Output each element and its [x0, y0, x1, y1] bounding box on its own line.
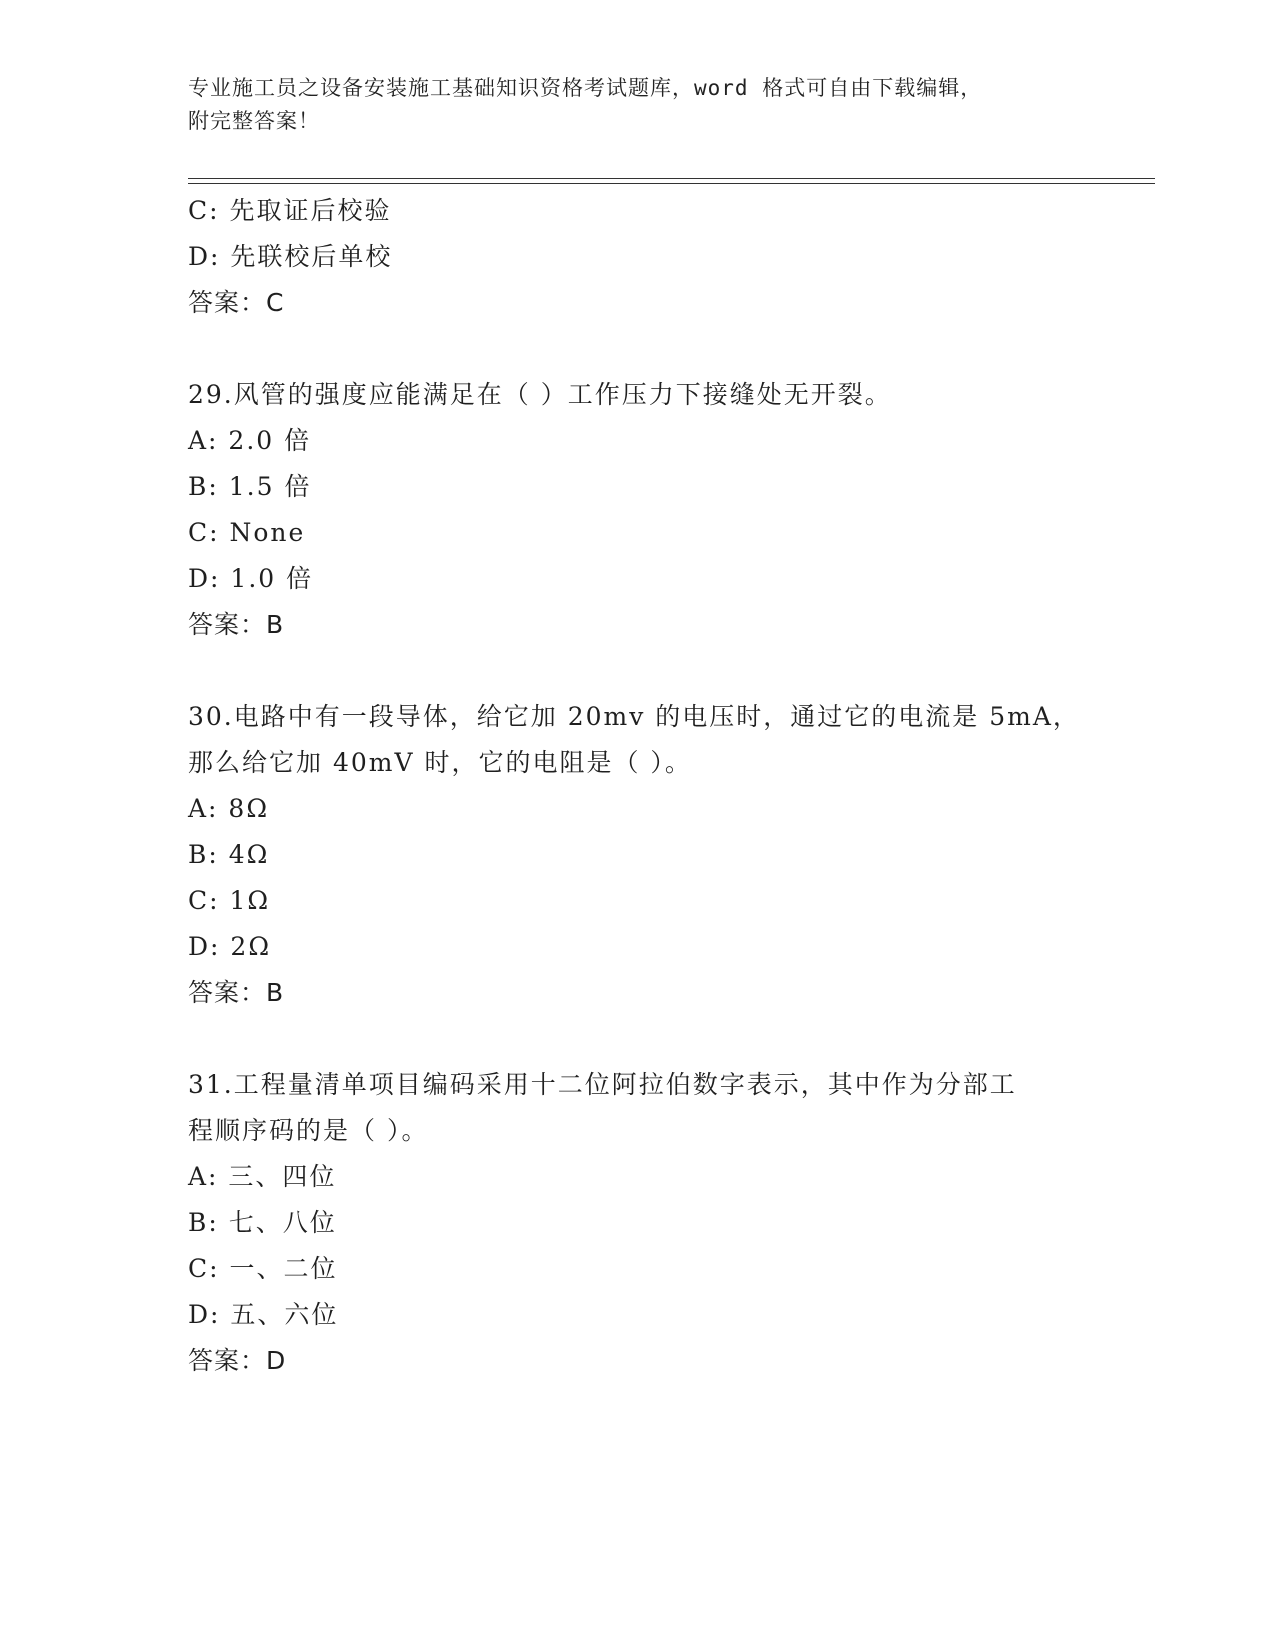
answer-line: 答案：B: [188, 610, 285, 639]
question-stem: 29.风管的强度应能满足在（ ）工作压力下接缝处无开裂。: [188, 380, 892, 409]
header-divider-bottom: [188, 183, 1155, 184]
answer-line: 答案：D: [188, 1346, 287, 1375]
spacer: [188, 648, 1088, 694]
option-b: B: 1.5 倍: [188, 472, 312, 501]
option-c: C: None: [188, 518, 306, 547]
option-c: C: 先取证后校验: [188, 196, 392, 225]
question-28-continuation: [188, 188, 1088, 326]
answer-line: 答案：C: [188, 288, 285, 317]
option-c: C: 一、二位: [188, 1254, 338, 1283]
question-30: [188, 694, 1088, 1016]
answer-line: 答案：B: [188, 978, 285, 1007]
option-d: D: 2Ω: [188, 932, 272, 961]
option-a: A: 2.0 倍: [188, 426, 312, 455]
option-a: A: 8Ω: [188, 794, 270, 823]
question-stem-line-1: 30.电路中有一段导体，给它加 20mv 的电压时，通过它的电流是 5mA，: [188, 702, 1080, 731]
option-b: B: 七、八位: [188, 1208, 337, 1237]
question-stem-line-2: 程顺序码的是（ ）。: [188, 1116, 429, 1145]
question-list: [188, 188, 1088, 1384]
question-stem-line-1: 31.工程量清单项目编码采用十二位阿拉伯数字表示，其中作为分部工: [188, 1070, 1017, 1099]
document-header: [188, 72, 1088, 138]
spacer: [188, 1016, 1088, 1062]
question-29: [188, 372, 1088, 648]
question-31: [188, 1062, 1088, 1384]
option-d: D: 先联校后单校: [188, 242, 393, 271]
header-title-line-2: 附完整答案！: [188, 109, 320, 133]
option-a: A: 三、四位: [188, 1162, 337, 1191]
spacer: [188, 326, 1088, 372]
option-d: D: 五、六位: [188, 1300, 339, 1329]
option-c: C: 1Ω: [188, 886, 271, 915]
question-stem-line-2: 那么给它加 40mV 时，它的电阻是（ ）。: [188, 748, 692, 777]
header-divider-top: [188, 178, 1155, 179]
option-b: B: 4Ω: [188, 840, 270, 869]
header-title-line-1: 专业施工员之设备安装施工基础知识资格考试题库，word 格式可自由下载编辑，: [188, 76, 983, 100]
option-d: D: 1.0 倍: [188, 564, 314, 593]
